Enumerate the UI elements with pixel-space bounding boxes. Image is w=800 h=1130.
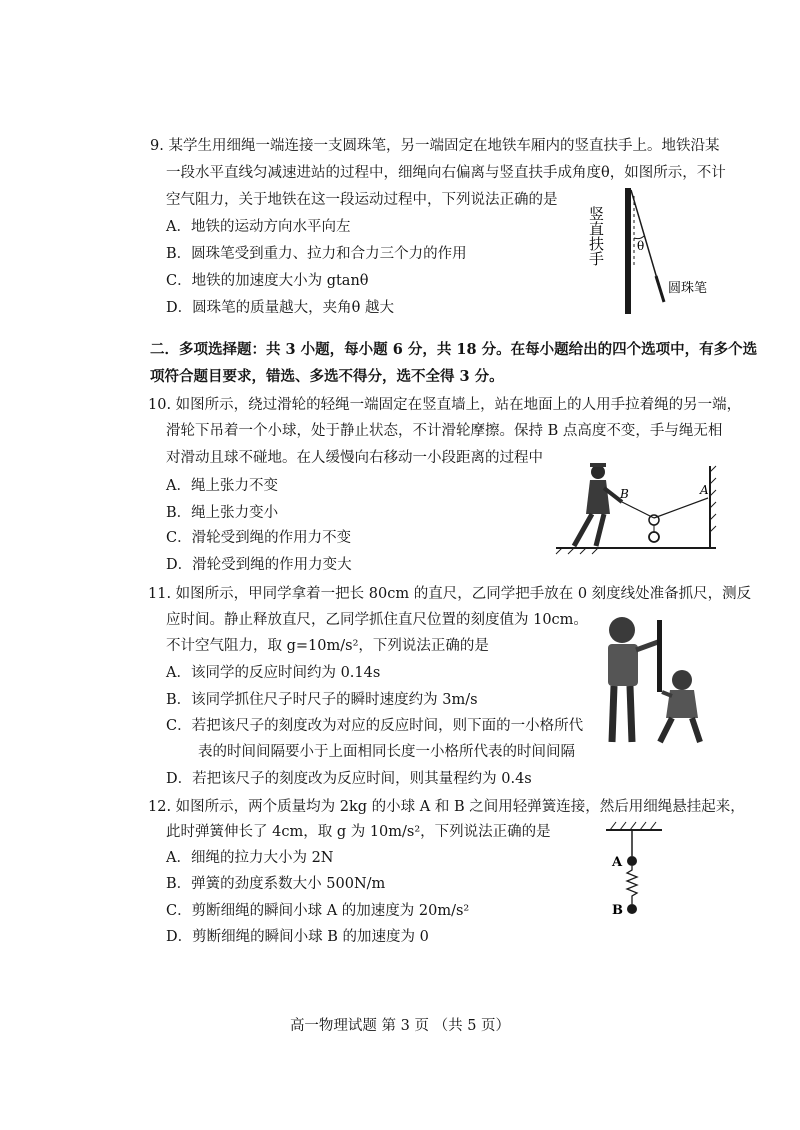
ceiling-hatch [610, 822, 656, 830]
q9-option-d: D．圆珠笔的质量越大，夹角θ 越大 [166, 300, 394, 316]
section-2-line-2: 项符合题目要求，错选、多选不得分，选不全得 3 分。 [150, 368, 504, 385]
q9-stem-line-1: 9. 某学生用细绳一端连接一支圆珠笔，另一端固定在地铁车厢内的竖直扶手上。地铁沿某 [150, 138, 720, 154]
pole-label: 竖直扶手 [587, 206, 605, 266]
q11-stem-line-1: 11. 如图所示，甲同学拿着一把长 80cm 的直尺，乙同学把手放在 0 刻度线处准备抓尺，测反 [148, 586, 752, 602]
point-a-label: A [700, 483, 709, 497]
q12-figure [598, 818, 668, 918]
ball-b-label: B [612, 903, 623, 918]
section-2-line-1: 二．多项选择题：共 3 小题，每小题 6 分，共 18 分。在每小题给出的四个选项中，有多个选 [150, 341, 758, 358]
ruler [657, 620, 662, 692]
q10-option-a: A．绳上张力不变 [166, 478, 278, 494]
q11-option-c-cont: 表的时间间隔要小于上面相同长度一小格所代表的时间间隔 [198, 744, 575, 760]
string [631, 190, 658, 282]
q11-figure [600, 610, 720, 750]
q9-option-c: C．地铁的加速度大小为 gtanθ [166, 273, 369, 289]
q12-option-a: A．细绳的拉力大小为 2N [166, 850, 334, 866]
q9-option-b: B．圆珠笔受到重力、拉力和合力三个力的作用 [166, 246, 467, 262]
q9-option-a: A．地铁的运动方向水平向左 [166, 219, 351, 235]
q10-option-d: D．滑轮受到绳的作用力变大 [166, 557, 352, 573]
q10-figure [556, 458, 722, 554]
angle-label: θ [637, 239, 645, 253]
q12-option-c: C．剪断细绳的瞬间小球 A 的加速度为 20m/s² [166, 903, 470, 919]
student-b-catching [660, 670, 700, 742]
rope-right [654, 498, 708, 518]
q11-option-a: A．该同学的反应时间约为 0.14s [166, 665, 381, 681]
q12-option-d: D．剪断细绳的瞬间小球 B 的加速度为 0 [166, 929, 429, 945]
q11-stem-line-2: 应时间。静止释放直尺，乙同学抓住直尺位置的刻度值为 10cm。 [166, 612, 588, 628]
ball-a-label: A [612, 855, 623, 870]
point-b-label: B [620, 487, 629, 501]
q9-stem-line-3: 空气阻力，关于地铁在这一段运动过程中，下列说法正确的是 [166, 192, 558, 208]
pen-label: 圆珠笔 [668, 281, 708, 296]
student-a-holding-ruler [608, 617, 658, 742]
q12-stem-line-1: 12. 如图所示，两个质量均为 2kg 的小球 A 和 B 之间用轻弹簧连接，然后用细绳悬挂起来， [148, 799, 745, 815]
q10-stem-line-1: 10. 如图所示，绕过滑轮的轻绳一端固定在竖直墙上，站在地面上的人用手拉着绳的另一端， [148, 397, 742, 413]
q10-stem-line-2: 滑轮下吊着一个小球，处于静止状态，不计滑轮摩擦。保持 B 点高度不变，手与绳无相 [166, 423, 723, 439]
page-footer: 高一物理试题 第 3 页 （共 5 页） [289, 1018, 511, 1034]
q10-option-c: C．滑轮受到绳的作用力不变 [166, 530, 352, 546]
q9-figure [587, 186, 730, 318]
rope-left [622, 502, 654, 518]
handrail-pole [625, 188, 631, 314]
pulley [649, 515, 659, 525]
q11-option-b: B．该同学抓住尺子时尺子的瞬时速度约为 3m/s [166, 692, 478, 708]
q11-stem-line-3: 不计空气阻力，取 g=10m/s²，下列说法正确的是 [166, 638, 489, 654]
q12-stem-line-2: 此时弹簧伸长了 4cm，取 g 为 10m/s²，下列说法正确的是 [166, 824, 551, 840]
spring [627, 866, 637, 904]
person-pulling-rope [574, 463, 622, 546]
q9-stem-line-2: 一段水平直线匀减速进站的过程中，细绳向右偏离与竖直扶手成角度θ，如图所示，不计 [166, 165, 726, 181]
ball-a [627, 856, 637, 866]
q10-stem-line-3: 对滑动且球不碰地。在人缓慢向右移动一小段距离的过程中 [166, 450, 543, 466]
q12-option-b: B．弹簧的劲度系数大小 500N/m [166, 876, 386, 892]
q11-option-d: D．若把该尺子的刻度改为反应时间，则其量程约为 0.4s [166, 771, 532, 787]
ball [649, 532, 659, 542]
q10-option-b: B．绳上张力变小 [166, 505, 279, 521]
q11-option-c: C．若把该尺子的刻度改为对应的反应时间，则下面的一小格所代 [166, 718, 584, 734]
pen-shape [656, 276, 664, 302]
ball-b [627, 904, 637, 914]
